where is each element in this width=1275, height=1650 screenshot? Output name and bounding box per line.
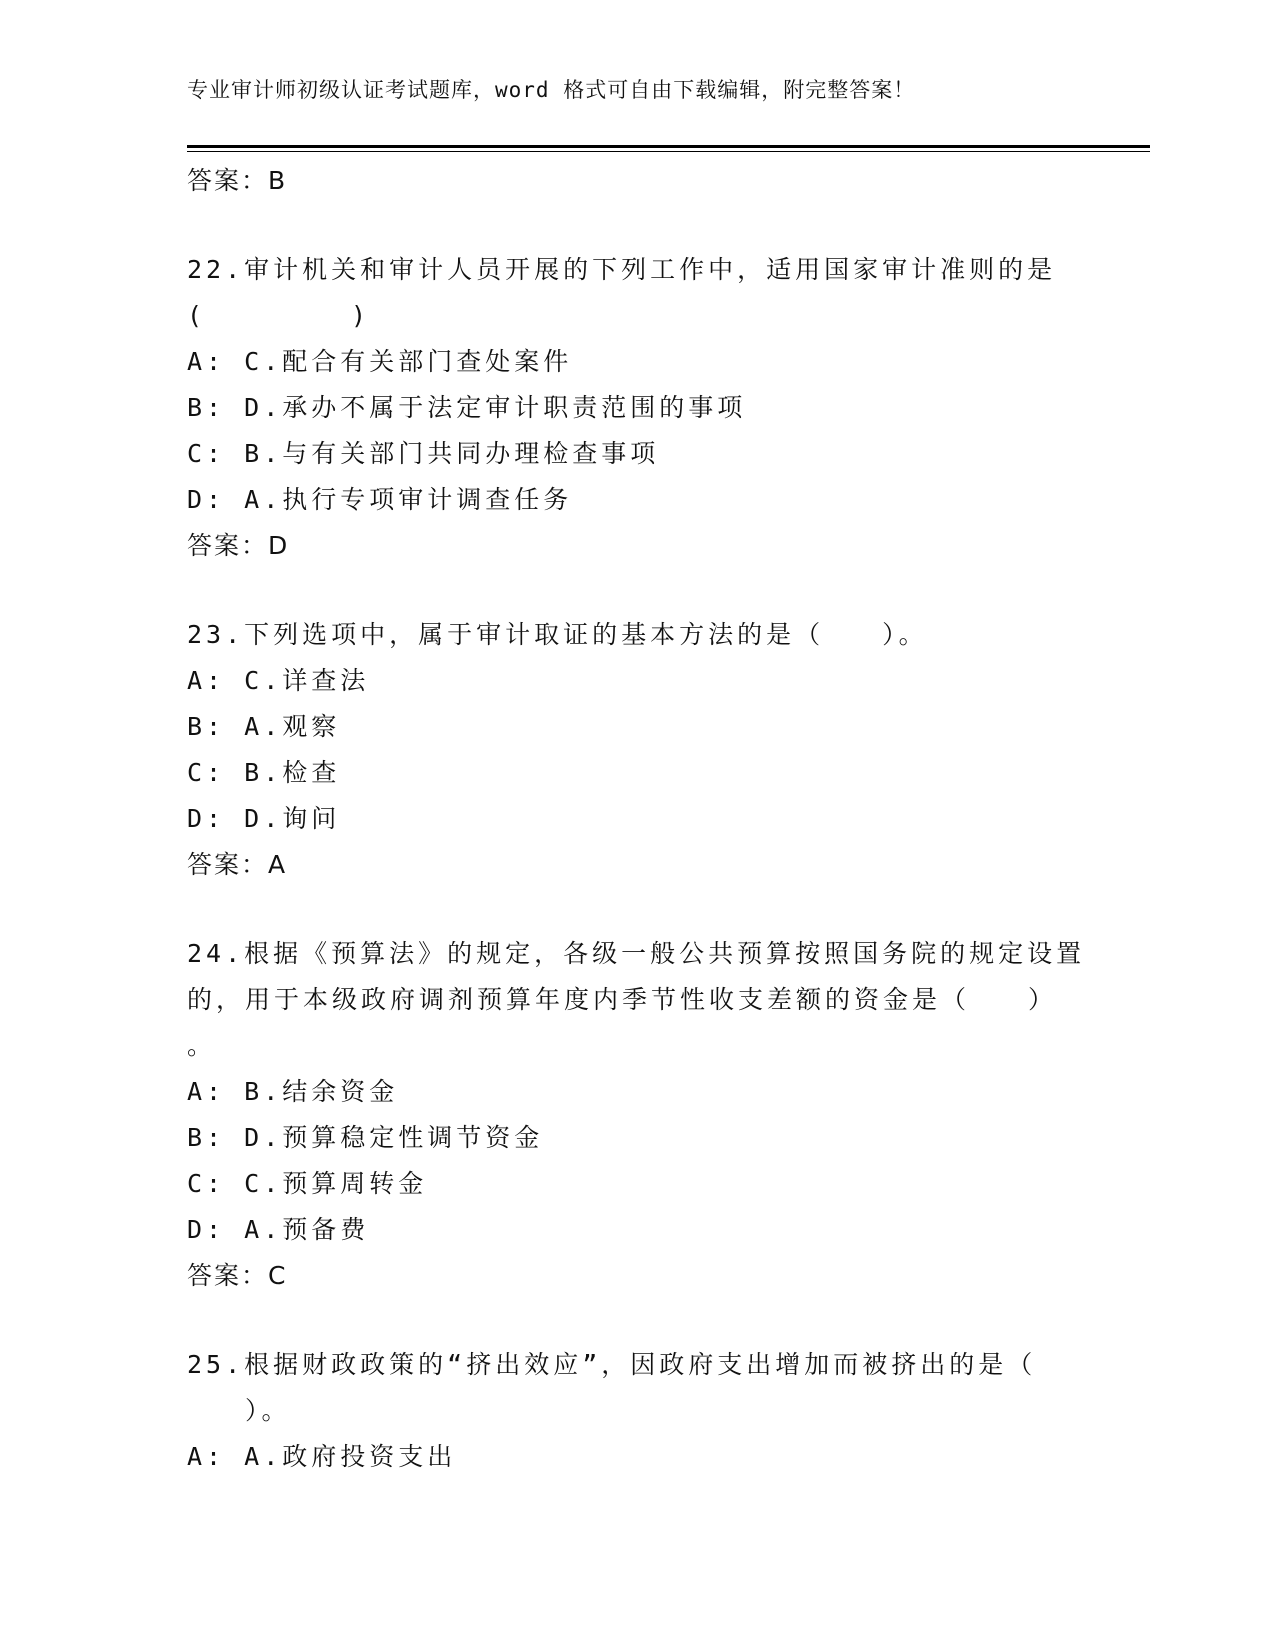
- header-rule-thin: [187, 151, 1150, 152]
- question-stem: ）。: [187, 1396, 291, 1425]
- question-stem: ( ): [187, 301, 371, 330]
- question-stem: 22.审计机关和审计人员开展的下列工作中，适用国家审计准则的是: [187, 255, 1057, 284]
- question-list: [187, 158, 1087, 1480]
- question-22: [187, 247, 1087, 569]
- answer-line: 答案：D: [187, 531, 290, 560]
- question-stem: 25.根据财政政策的“挤出效应”，因政府支出增加而被挤出的是（: [187, 1350, 1037, 1379]
- question-stem: 的，用于本级政府调剂预算年度内季节性收支差额的资金是（ ）: [187, 985, 1058, 1014]
- question-24: [187, 931, 1087, 1299]
- option-b: B: A.观察: [187, 712, 341, 741]
- option-a: A: C.配合有关部门查处案件: [187, 347, 573, 376]
- option-d: D: D.询问: [187, 804, 341, 833]
- page-header: 专业审计师初级认证考试题库，word 格式可自由下载编辑，附完整答案！: [187, 78, 916, 102]
- option-a: A: B.结余资金: [187, 1077, 399, 1106]
- answer-line: 答案：B: [187, 166, 288, 195]
- question-25: [187, 1342, 1087, 1480]
- question-stem: 。: [187, 1031, 217, 1060]
- question-stem: 24.根据《预算法》的规定，各级一般公共预算按照国务院的规定设置: [187, 939, 1086, 968]
- option-b: B: D.预算稳定性调节资金: [187, 1123, 544, 1152]
- option-b: B: D.承办不属于法定审计职责范围的事项: [187, 393, 747, 422]
- option-a: A: C.详查法: [187, 666, 370, 695]
- option-c: C: B.与有关部门共同办理检查事项: [187, 439, 660, 468]
- answer-line: 答案：A: [187, 850, 288, 879]
- option-a: A: A.政府投资支出: [187, 1442, 457, 1471]
- question-23: [187, 612, 1087, 888]
- option-c: C: B.检查: [187, 758, 341, 787]
- option-c: C: C.预算周转金: [187, 1169, 428, 1198]
- option-d: D: A.预备费: [187, 1215, 370, 1244]
- answer-line: 答案：C: [187, 1261, 288, 1290]
- question-stem: 23.下列选项中，属于审计取证的基本方法的是（ ）。: [187, 620, 928, 649]
- header-rule-thick: [187, 145, 1150, 148]
- option-d: D: A.执行专项审计调查任务: [187, 485, 573, 514]
